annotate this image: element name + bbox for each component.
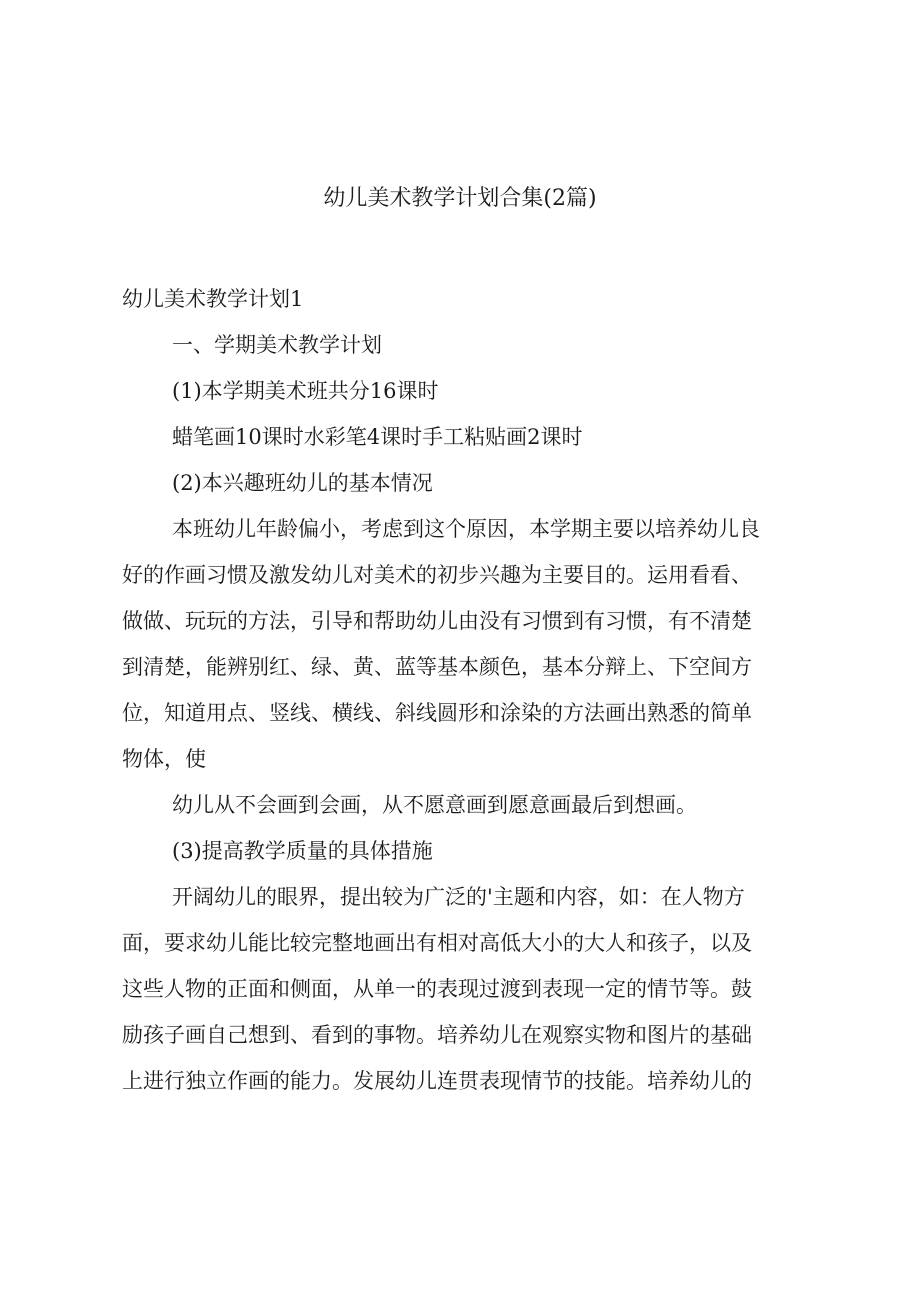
body-line: (1)本学期美术班共分16课时 [172, 379, 439, 403]
body-line: 幼儿美术教学计划1 [122, 287, 304, 311]
body-line: 本班幼儿年龄偏小，考虑到这个原因，本学期主要以培养幼儿良 [172, 517, 760, 541]
body-line: 物体，使 [122, 747, 206, 771]
document-title: 幼儿美术教学计划合集(2篇) [323, 186, 597, 211]
body-line: 开阔幼儿的眼界，提出较为广泛的'主题和内容，如：在人物方 [172, 885, 745, 909]
body-line: 一、学期美术教学计划 [172, 333, 382, 357]
body-line: 这些人物的正面和侧面，从单一的表现过渡到表现一定的情节等。鼓 [122, 977, 752, 1001]
body-line: 做做、玩玩的方法，引导和帮助幼儿由没有习惯到有习惯，有不清楚 [122, 609, 752, 633]
body-line: 位，知道用点、竖线、横线、斜线圆形和涂染的方法画出熟悉的简单 [122, 701, 752, 725]
body-line: (3)提高教学质量的具体措施 [172, 839, 433, 863]
body-line: 幼儿从不会画到会画，从不愿意画到愿意画最后到想画。 [172, 793, 697, 817]
body-line: 好的作画习惯及激发幼儿对美术的初步兴趣为主要目的。运用看看、 [122, 563, 752, 587]
body-line: 励孩子画自己想到、看到的事物。培养幼儿在观察实物和图片的基础 [122, 1023, 752, 1047]
body-line: 面，要求幼儿能比较完整地画出有相对高低大小的大人和孩子，以及 [122, 931, 752, 955]
body-line: 蜡笔画10课时水彩笔4课时手工粘贴画2课时 [172, 425, 583, 449]
body-line: 上进行独立作画的能力。发展幼儿连贯表现情节的技能。培养幼儿的 [122, 1069, 752, 1093]
document-body [122, 280, 822, 1100]
body-line: 到清楚，能辨别红、绿、黄、蓝等基本颜色，基本分辩上、下空间方 [122, 655, 752, 679]
body-line: (2)本兴趣班幼儿的基本情况 [172, 471, 433, 495]
